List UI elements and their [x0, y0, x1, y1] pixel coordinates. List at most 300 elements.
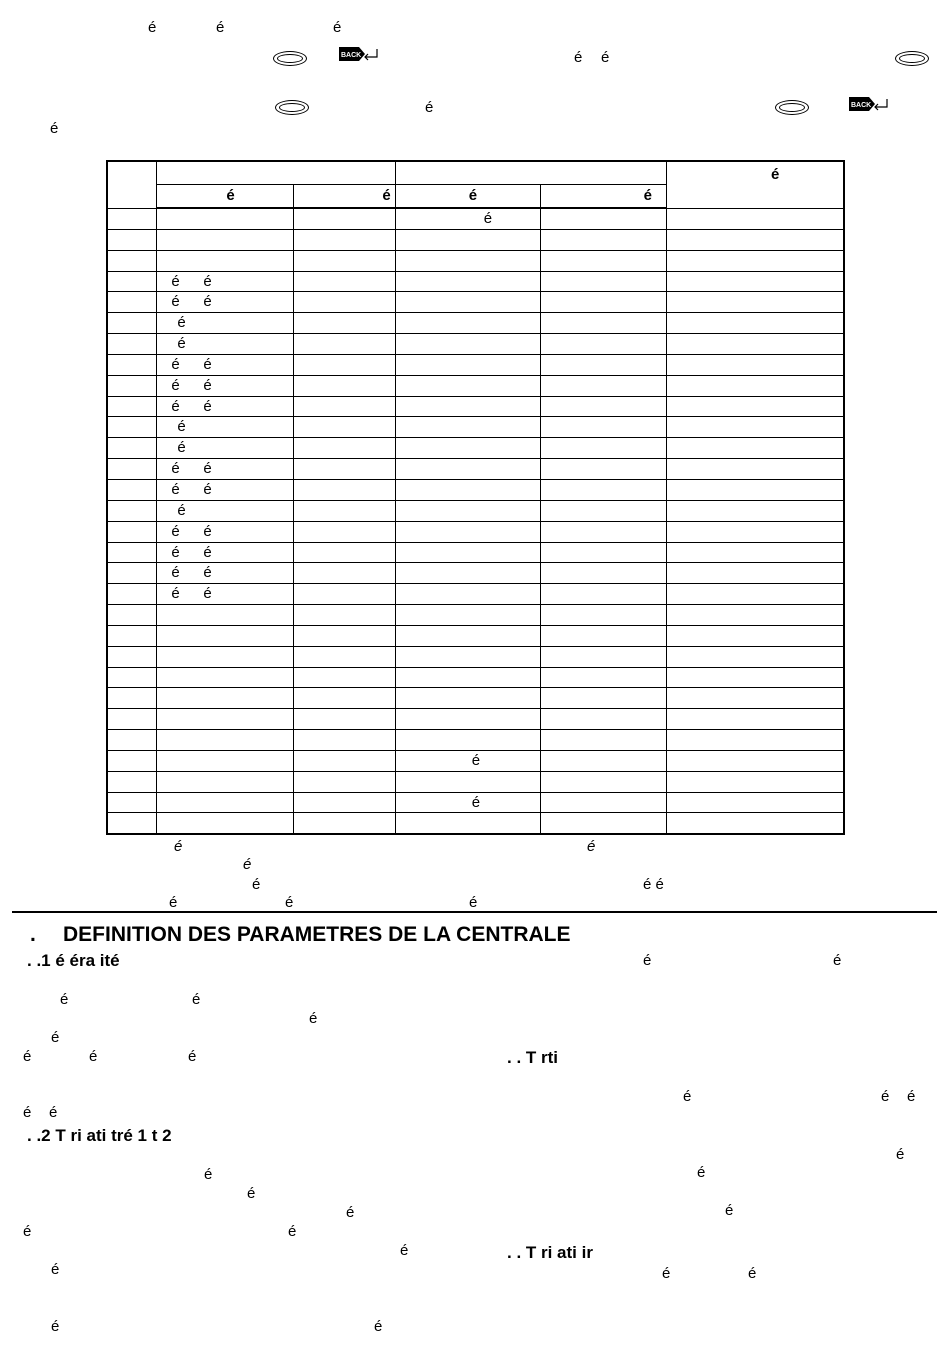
table-row	[107, 709, 844, 730]
table-cell	[666, 771, 844, 792]
table-cell	[157, 792, 294, 813]
cell-text: é	[171, 376, 180, 394]
table-cell	[541, 292, 667, 313]
svg-text:BACK: BACK	[851, 102, 872, 109]
cell-text: é	[471, 793, 481, 811]
table-cell	[157, 500, 294, 521]
table-cell	[293, 771, 395, 792]
section-title: DEFINITION DES PARAMETRES DE LA CENTRALE	[63, 923, 571, 946]
table-cell	[157, 750, 294, 771]
table-cell	[107, 563, 157, 584]
table-cell	[541, 542, 667, 563]
subsection-heading: . . T rti	[507, 1048, 558, 1067]
table-cell	[293, 563, 395, 584]
table-cell	[107, 771, 157, 792]
table-header-cell	[293, 185, 395, 209]
cell-text: é	[203, 397, 212, 415]
table-cell	[541, 771, 667, 792]
table-cell	[107, 250, 157, 271]
table-cell	[157, 730, 294, 751]
table-cell	[107, 605, 157, 626]
table-cell	[293, 292, 395, 313]
text-fragment: é	[192, 991, 201, 1008]
cell-text: é	[203, 564, 212, 582]
cell-text: é	[171, 355, 180, 373]
text-fragment: é	[748, 1265, 757, 1282]
table-row	[107, 334, 844, 355]
cell-text: é	[171, 585, 180, 603]
table-cell	[395, 605, 541, 626]
table-cell	[107, 396, 157, 417]
table-cell	[395, 625, 541, 646]
cell-text: é	[203, 543, 212, 561]
table-cell	[293, 521, 395, 542]
text-fragment: é	[333, 19, 342, 36]
table-row	[107, 521, 844, 542]
table-cell	[157, 375, 294, 396]
table-cell	[107, 479, 157, 500]
table-cell	[395, 208, 541, 229]
table-cell	[666, 792, 844, 813]
text-fragment: é	[204, 1166, 213, 1183]
table-cell	[107, 208, 157, 229]
text-fragment: é	[252, 876, 261, 893]
oval-key-icon	[775, 100, 809, 115]
table-cell	[293, 334, 395, 355]
table-row	[107, 771, 844, 792]
table-row	[107, 229, 844, 250]
table-header-cell	[107, 161, 157, 208]
text-fragment: é	[400, 1242, 409, 1259]
text-fragment: é	[243, 856, 252, 873]
oval-key-icon	[895, 51, 929, 66]
text-fragment: é	[51, 1029, 60, 1046]
table-cell	[293, 479, 395, 500]
table-cell	[107, 417, 157, 438]
table-cell	[395, 313, 541, 334]
text-fragment: é	[49, 1104, 58, 1121]
table-cell	[666, 334, 844, 355]
table-cell	[157, 334, 294, 355]
table-cell	[541, 646, 667, 667]
text-fragment: é	[896, 1146, 905, 1163]
table-cell	[293, 584, 395, 605]
table-cell	[157, 688, 294, 709]
table-cell	[541, 605, 667, 626]
text-fragment: é	[574, 49, 583, 66]
table-cell	[395, 771, 541, 792]
table-row	[107, 667, 844, 688]
table-row	[107, 625, 844, 646]
cell-text: é	[171, 522, 180, 540]
cell-text: é	[171, 460, 180, 478]
text-fragment: é	[23, 1048, 32, 1065]
table-cell	[293, 313, 395, 334]
text-fragment: é	[425, 99, 434, 116]
table-cell	[293, 688, 395, 709]
table-cell	[666, 667, 844, 688]
text-fragment: é	[23, 1104, 32, 1121]
table-cell	[157, 271, 294, 292]
table-cell	[157, 584, 294, 605]
cell-text: é	[203, 480, 212, 498]
table-cell	[666, 417, 844, 438]
table-cell	[293, 375, 395, 396]
table-cell	[541, 479, 667, 500]
table-cell	[157, 417, 294, 438]
table-cell	[666, 730, 844, 751]
table-cell	[666, 271, 844, 292]
table-cell	[666, 542, 844, 563]
table-cell	[293, 792, 395, 813]
table-row	[107, 313, 844, 334]
text-fragment: é	[881, 1088, 890, 1105]
text-fragment: é	[601, 49, 610, 66]
table-cell	[666, 396, 844, 417]
table-cell	[395, 417, 541, 438]
text-fragment: é	[288, 1223, 297, 1240]
cell-text: é	[177, 439, 186, 457]
text-fragment: é	[587, 838, 596, 855]
table-cell	[541, 750, 667, 771]
table-row	[107, 438, 844, 459]
cell-text: é	[203, 355, 212, 373]
table-cell	[395, 250, 541, 271]
table-cell	[395, 813, 541, 834]
table-cell	[395, 563, 541, 584]
table-cell	[157, 625, 294, 646]
table-cell	[157, 771, 294, 792]
table-cell	[666, 292, 844, 313]
text-fragment: é	[247, 1185, 256, 1202]
table-cell	[293, 500, 395, 521]
table-cell	[157, 208, 294, 229]
subheader-label: é	[468, 187, 478, 204]
table-cell	[107, 709, 157, 730]
table-cell	[107, 625, 157, 646]
table-header-cell	[157, 185, 294, 209]
table-cell	[293, 271, 395, 292]
table-cell	[107, 750, 157, 771]
cell-text: é	[177, 335, 186, 353]
table-cell	[666, 438, 844, 459]
table-cell	[541, 250, 667, 271]
text-fragment: é	[23, 1223, 32, 1240]
table-cell	[666, 646, 844, 667]
table-cell	[395, 459, 541, 480]
table-cell	[293, 250, 395, 271]
table-row	[107, 271, 844, 292]
table-row	[107, 750, 844, 771]
table-cell	[157, 542, 294, 563]
table-cell	[666, 584, 844, 605]
table-header-cell	[395, 185, 541, 209]
table-cell	[666, 354, 844, 375]
table-cell	[107, 792, 157, 813]
back-key-icon	[337, 45, 381, 63]
table-cell	[157, 354, 294, 375]
text-fragment: é	[643, 952, 652, 969]
table-row	[107, 792, 844, 813]
table-row	[107, 500, 844, 521]
table-cell	[541, 792, 667, 813]
table-cell	[541, 375, 667, 396]
text-fragment: é	[469, 894, 478, 911]
table-cell	[107, 542, 157, 563]
table-row	[107, 730, 844, 751]
cell-text: é	[471, 751, 481, 769]
oval-key-icon	[275, 100, 309, 115]
table-cell	[541, 208, 667, 229]
table-cell	[666, 750, 844, 771]
text-fragment: é	[50, 120, 59, 137]
table-row	[107, 250, 844, 271]
table-cell	[107, 438, 157, 459]
table-cell	[541, 271, 667, 292]
table-cell	[293, 229, 395, 250]
table-cell	[666, 625, 844, 646]
cell-text: é	[203, 585, 212, 603]
table-cell	[157, 250, 294, 271]
table-cell	[107, 646, 157, 667]
table-cell	[395, 792, 541, 813]
table-cell	[541, 709, 667, 730]
table-row	[107, 646, 844, 667]
table-cell	[293, 459, 395, 480]
table-cell	[395, 688, 541, 709]
text-fragment: é	[662, 1265, 671, 1282]
subheader-label: é	[643, 187, 652, 204]
table-header-cell	[395, 161, 666, 185]
cell-text: é	[171, 397, 180, 415]
cell-text: é	[177, 418, 186, 436]
text-fragment: é	[683, 1088, 692, 1105]
table-row	[107, 813, 844, 834]
parameter-table	[106, 160, 845, 835]
table-cell	[157, 646, 294, 667]
table-row	[107, 208, 844, 229]
table-cell	[395, 438, 541, 459]
table-cell	[666, 375, 844, 396]
svg-text:BACK: BACK	[341, 52, 362, 59]
table-cell	[157, 292, 294, 313]
table-cell	[157, 521, 294, 542]
subsection-heading: . . T ri ati ir	[507, 1243, 593, 1262]
table-cell	[293, 542, 395, 563]
table-cell	[293, 208, 395, 229]
table-cell	[157, 438, 294, 459]
table-row	[107, 396, 844, 417]
cell-text: é	[171, 564, 180, 582]
table-cell	[395, 730, 541, 751]
oval-key-icon	[273, 51, 307, 66]
section-divider	[12, 911, 937, 913]
table-cell	[666, 521, 844, 542]
cell-text: é	[203, 376, 212, 394]
table-cell	[107, 521, 157, 542]
text-fragment: é	[169, 894, 178, 911]
table-cell	[395, 709, 541, 730]
text-fragment: é	[51, 1261, 60, 1278]
table-row	[107, 688, 844, 709]
table-cell	[666, 229, 844, 250]
table-cell	[395, 396, 541, 417]
table-cell	[541, 438, 667, 459]
table-cell	[395, 750, 541, 771]
text-fragment: é	[60, 991, 69, 1008]
table-cell	[666, 563, 844, 584]
table-header-cell	[666, 161, 844, 208]
header-label: é	[770, 166, 780, 183]
text-fragment: é	[309, 1010, 318, 1027]
subheader-label: é	[226, 187, 235, 204]
table-cell	[157, 605, 294, 626]
table-header-cell	[541, 185, 667, 209]
table-cell	[107, 813, 157, 834]
section-number: .	[30, 923, 36, 946]
table-cell	[541, 396, 667, 417]
table-cell	[395, 667, 541, 688]
table-cell	[107, 313, 157, 334]
table-cell	[541, 229, 667, 250]
cell-text: é	[171, 272, 180, 290]
table-cell	[107, 271, 157, 292]
cell-text: é	[171, 293, 180, 311]
table-row	[107, 375, 844, 396]
subsection-heading: . .1 é éra ité	[27, 951, 120, 970]
table-cell	[541, 500, 667, 521]
table-cell	[395, 584, 541, 605]
table-cell	[157, 459, 294, 480]
cell-text: é	[171, 543, 180, 561]
table-row	[107, 605, 844, 626]
text-fragment: é	[188, 1048, 197, 1065]
table-cell	[293, 438, 395, 459]
table-cell	[293, 625, 395, 646]
table-header-cell	[157, 161, 395, 185]
table-cell	[293, 730, 395, 751]
table-cell	[157, 813, 294, 834]
table-cell	[395, 646, 541, 667]
cell-text: é	[203, 460, 212, 478]
table-cell	[157, 563, 294, 584]
text-fragment: é	[346, 1204, 355, 1221]
cell-text: é	[203, 293, 212, 311]
table-cell	[395, 521, 541, 542]
table-cell	[666, 813, 844, 834]
table-cell	[395, 271, 541, 292]
table-row	[107, 459, 844, 480]
table-cell	[541, 521, 667, 542]
table-row	[107, 584, 844, 605]
table-row	[107, 542, 844, 563]
text-fragment: é	[907, 1088, 916, 1105]
table-cell	[541, 563, 667, 584]
cell-text: é	[177, 501, 186, 519]
table-cell	[107, 584, 157, 605]
back-key-icon	[847, 95, 891, 113]
table-row	[107, 354, 844, 375]
table-cell	[107, 730, 157, 751]
table-cell	[666, 688, 844, 709]
table-row	[107, 417, 844, 438]
table-cell	[541, 730, 667, 751]
text-fragment: é	[51, 1318, 60, 1335]
table-cell	[395, 479, 541, 500]
table-cell	[293, 750, 395, 771]
table-cell	[541, 354, 667, 375]
table-header-row	[107, 161, 844, 185]
table-cell	[541, 417, 667, 438]
table-cell	[107, 229, 157, 250]
table-cell	[541, 813, 667, 834]
table-cell	[541, 625, 667, 646]
text-fragment: é	[285, 894, 294, 911]
subsection-heading: . .2 T ri ati tré 1 t 2	[27, 1126, 172, 1145]
table-cell	[293, 709, 395, 730]
table-cell	[157, 709, 294, 730]
table-cell	[293, 813, 395, 834]
text-fragment: é	[89, 1048, 98, 1065]
table-cell	[107, 334, 157, 355]
table-row	[107, 479, 844, 500]
table-cell	[666, 479, 844, 500]
table-cell	[395, 229, 541, 250]
table-cell	[293, 396, 395, 417]
table-cell	[395, 542, 541, 563]
text-fragment: é é	[643, 876, 664, 893]
table-cell	[541, 667, 667, 688]
text-fragment: é	[697, 1164, 706, 1181]
table-cell	[395, 500, 541, 521]
cell-text: é	[177, 314, 186, 332]
table-cell	[395, 292, 541, 313]
table-row	[107, 563, 844, 584]
table-cell	[395, 354, 541, 375]
table-cell	[157, 479, 294, 500]
subheader-label: é	[382, 187, 391, 204]
table-cell	[666, 605, 844, 626]
table-cell	[666, 709, 844, 730]
text-fragment: é	[174, 838, 183, 855]
cell-text: é	[171, 480, 180, 498]
table-cell	[293, 417, 395, 438]
table-cell	[666, 250, 844, 271]
table-cell	[541, 334, 667, 355]
table-cell	[666, 313, 844, 334]
table-cell	[293, 354, 395, 375]
table-cell	[293, 605, 395, 626]
text-fragment: é	[374, 1318, 383, 1335]
table-cell	[157, 313, 294, 334]
table-cell	[293, 646, 395, 667]
table-cell	[107, 500, 157, 521]
table-cell	[157, 396, 294, 417]
cell-text: é	[483, 210, 493, 227]
cell-text: é	[203, 272, 212, 290]
table-cell	[541, 584, 667, 605]
cell-text: é	[203, 522, 212, 540]
text-fragment: é	[216, 19, 225, 36]
table-cell	[666, 500, 844, 521]
table-cell	[541, 313, 667, 334]
table-cell	[395, 334, 541, 355]
table-row	[107, 292, 844, 313]
table-cell	[107, 354, 157, 375]
table-cell	[666, 459, 844, 480]
table-cell	[541, 459, 667, 480]
text-fragment: é	[725, 1202, 734, 1219]
